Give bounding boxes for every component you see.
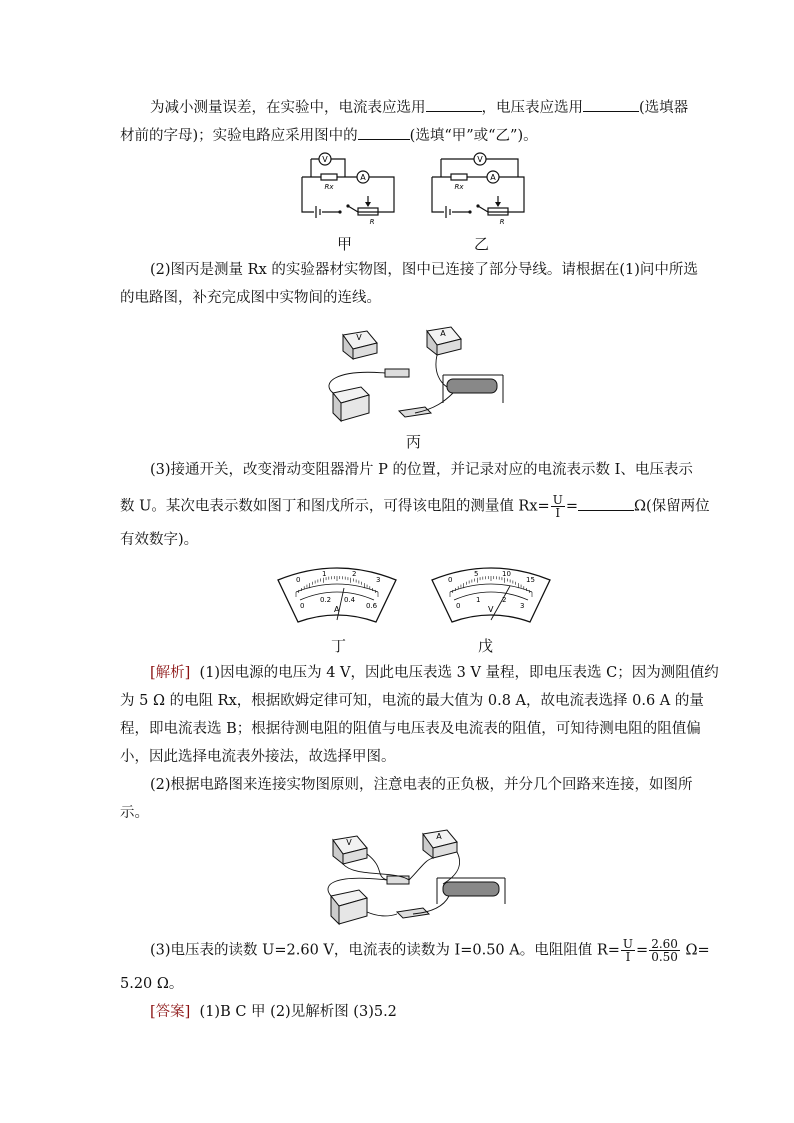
q2-line1: (2)图丙是测量 Rx 的实验器材实物图，图中已连接了部分导线。请根据在(1)问中所选 xyxy=(150,262,698,278)
circuit-diagram-jia xyxy=(296,150,398,226)
q3-text-a: 数 U。某次电表示数如图丁和图戊所示，可得该电阻的测量值 Rx= xyxy=(120,498,550,515)
ammeter-bottom-2: 0.4 xyxy=(344,596,356,604)
caption-jia: 甲 xyxy=(337,235,353,253)
voltmeter-label: V xyxy=(477,155,483,164)
apparatus-figure-bing xyxy=(315,323,515,423)
switch xyxy=(399,407,431,417)
q3-line1: (3)接通开关，改变滑动变阻器滑片 P 的位置，并记录对应的电流表示数 I、电压表示 xyxy=(150,462,693,478)
analysis-p2-l2: 示。 xyxy=(120,805,149,821)
fraction-u-over-i-2 xyxy=(621,938,635,963)
analysis-p1-l4: 小，因此选择电流表外接法，故选择甲图。 xyxy=(120,749,396,765)
frac-denominator: I xyxy=(555,506,561,520)
analysis-p3-text-b: Ω= xyxy=(685,942,710,959)
rx-resistor xyxy=(321,174,337,180)
analysis-p3-l2: 5.20 Ω。 xyxy=(120,976,184,992)
analysis-p1-l1 xyxy=(150,663,719,683)
ammeter-dial-ding xyxy=(272,562,402,628)
ammeter-bottom-3: 0.6 xyxy=(366,602,378,610)
voltmeter-bottom-1: 1 xyxy=(476,596,481,604)
q1-text-d: 材前的字母)；实验电路应采用图中的 xyxy=(120,128,358,144)
answer-blank-4[interactable] xyxy=(578,495,634,511)
voltmeter-bottom-3: 3 xyxy=(520,602,525,610)
ammeter-top-3: 3 xyxy=(376,576,381,584)
frac-numerator: U xyxy=(552,493,563,507)
voltmeter-top-2: 10 xyxy=(502,570,511,578)
resistor-rx xyxy=(385,369,409,377)
ammeter-bottom-0: 0 xyxy=(300,602,305,610)
answer-tag: [答案] xyxy=(150,1004,191,1020)
voltmeter-device-label: V xyxy=(356,333,362,342)
voltmeter-top-0: 0 xyxy=(448,576,453,584)
voltmeter-unit: V xyxy=(488,605,494,614)
analysis-p3-equals: = xyxy=(636,942,649,959)
answer-blank-1[interactable] xyxy=(426,96,482,112)
r-label: R xyxy=(499,218,505,226)
ammeter-bottom-1: 0.2 xyxy=(320,596,332,604)
frac1-denominator: I xyxy=(625,950,631,964)
q1-line2 xyxy=(120,124,538,146)
rx-label: Rx xyxy=(454,183,464,191)
caption-bing: 丙 xyxy=(406,433,422,451)
answer-line xyxy=(150,1002,397,1022)
apparatus-solution-figure xyxy=(325,828,665,926)
frac2-numerator: 2.60 xyxy=(651,937,678,951)
analysis-tag: [解析] xyxy=(150,665,191,681)
frac1-numerator: U xyxy=(622,937,634,951)
q1-text-c: (选填器 xyxy=(639,100,689,116)
caption-wu: 戊 xyxy=(478,637,494,655)
rx-resistor xyxy=(451,174,467,180)
analysis-p3 xyxy=(150,938,710,963)
ammeter-label: A xyxy=(360,173,366,182)
analysis-p1-l3: 程，即电流表选 B；根据待测电阻的阻值与电压表及电流表的阻值，可知待测电阻的阻值偏 xyxy=(120,721,701,737)
voltmeter-top-3: 15 xyxy=(526,576,535,584)
voltmeter-device-label: V xyxy=(346,838,352,847)
circuit-diagram-yi xyxy=(426,150,528,226)
caption-yi: 乙 xyxy=(474,235,490,253)
q1-text-a: 为减小测量误差，在实验中，电流表应选用 xyxy=(150,100,426,116)
q1-line1 xyxy=(150,96,688,118)
ammeter-device-label: A xyxy=(436,832,442,841)
rheostat xyxy=(443,882,499,896)
analysis-p1-l2: 为 5 Ω 的电阻 Rx，根据欧姆定律可知，电流的最大值为 0.8 A，故电流表选择 0.6 A 的量 xyxy=(120,693,704,709)
ammeter-label: A xyxy=(490,173,496,182)
frac2-denominator: 0.50 xyxy=(651,950,678,964)
analysis-p3-text-a: (3)电压表的读数 U=2.60 V，电流表的读数为 I=0.50 A。电阻阻值 R= xyxy=(150,942,620,959)
answer-text: (1)B C 甲 (2)见解析图 (3)5.2 xyxy=(199,1004,397,1020)
voltmeter-dial-wu xyxy=(426,562,556,628)
resistor-rx xyxy=(387,876,409,884)
r-label: R xyxy=(369,218,375,226)
ammeter-top-0: 0 xyxy=(296,576,301,584)
switch xyxy=(397,908,429,918)
analysis-p1-l1-text: (1)因电源的电压为 4 V，因此电压表选 3 V 量程，即电压表选 C；因为测阻值约 xyxy=(199,665,719,681)
caption-ding: 丁 xyxy=(331,637,347,655)
ammeter-top-2: 2 xyxy=(352,570,357,578)
rx-label: Rx xyxy=(324,183,334,191)
answer-blank-3[interactable] xyxy=(358,124,410,140)
voltmeter-label: V xyxy=(322,155,328,164)
rheostat xyxy=(447,379,497,393)
q1-text-b: ，电压表应选用 xyxy=(481,100,583,116)
voltmeter-bottom-2: 2 xyxy=(502,596,507,604)
fraction-u-over-i xyxy=(551,494,565,519)
fraction-values xyxy=(649,938,680,963)
voltmeter-bottom-0: 0 xyxy=(456,602,461,610)
q3-line2 xyxy=(120,494,710,519)
ammeter-top-1: 1 xyxy=(322,570,327,578)
q3-line3: 有效数字)。 xyxy=(120,532,199,548)
q1-text-e: (选填“甲”或“乙”)。 xyxy=(409,128,538,144)
q3-equals: = xyxy=(565,498,578,515)
analysis-p2-l1: (2)根据电路图来连接实物图原则，注意电表的正负极，并分几个回路来连接，如图所 xyxy=(150,777,693,793)
answer-blank-2[interactable] xyxy=(583,96,639,112)
voltmeter-top-1: 5 xyxy=(474,570,479,578)
q3-text-c: Ω(保留两位 xyxy=(633,498,710,515)
q2-line2: 的电路图，补充完成图中实物间的连线。 xyxy=(120,290,381,306)
ammeter-unit: A xyxy=(334,605,340,614)
ammeter-device-label: A xyxy=(440,329,446,338)
